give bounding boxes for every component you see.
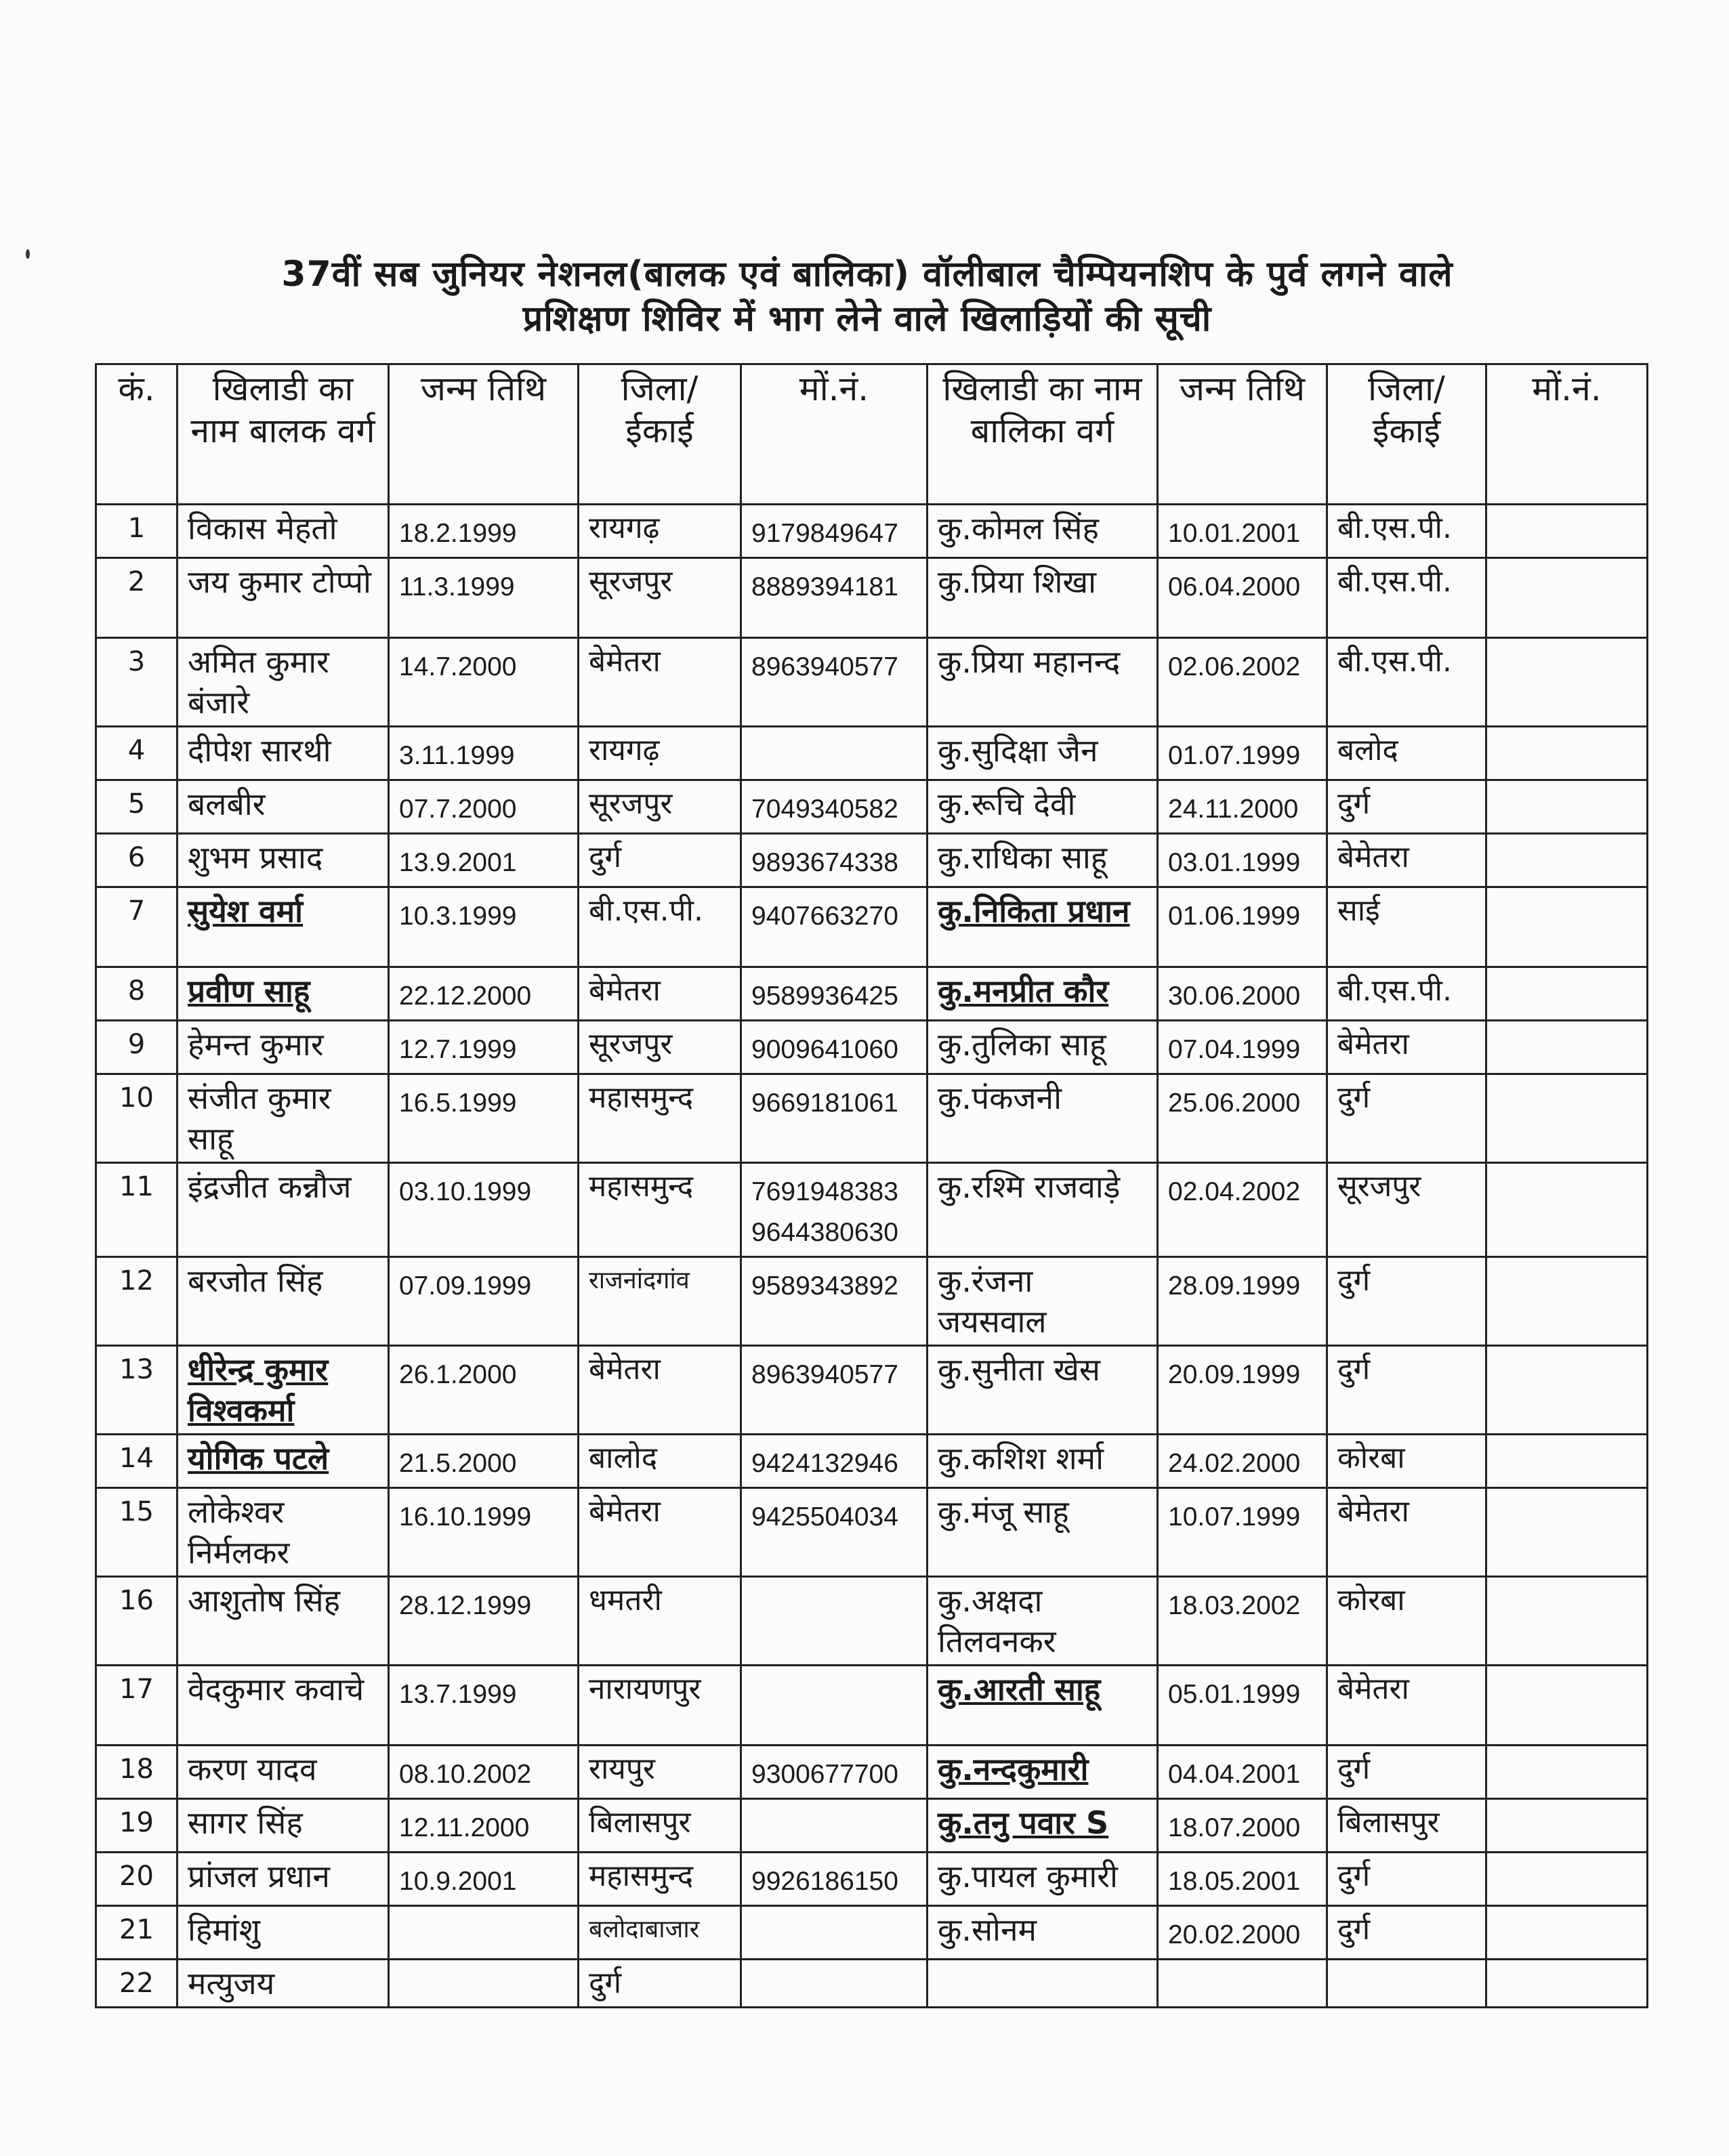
girl-district: दुर्ग <box>1327 1746 1486 1799</box>
boy-dob: 14.7.2000 <box>389 638 579 727</box>
girl-dob: 10.01.2001 <box>1158 505 1327 558</box>
row-sr: 9 <box>96 1021 178 1074</box>
boy-name: सुयेश वर्मा <box>178 887 389 967</box>
boy-district: राजनांदगांव <box>579 1257 741 1346</box>
boy-mobile: 9425504034 <box>741 1488 928 1577</box>
scan-speck <box>26 249 30 259</box>
boy-mobile: 8963940577 <box>741 1346 928 1435</box>
boy-name: बलबीर <box>178 780 389 834</box>
table-row <box>96 558 1648 638</box>
boy-name: प्रवीण साहू <box>178 967 389 1021</box>
girl-mobile <box>1486 1906 1648 1960</box>
boy-district: महासमुन्द <box>579 1163 741 1257</box>
row-sr: 15 <box>96 1488 178 1577</box>
row-sr: 3 <box>96 638 178 727</box>
girl-dob: 05.01.1999 <box>1158 1666 1327 1746</box>
boy-mobile: 9893674338 <box>741 834 928 887</box>
girl-name: कु.अक्षदा तिलवनकर <box>928 1577 1158 1666</box>
boy-name: अमित कुमार बंजारे <box>178 638 389 727</box>
boy-mobile <box>741 1577 928 1666</box>
girl-name: कु.निकिता प्रधान <box>928 887 1158 967</box>
header-girl-name: खिलाडी का नाम बालिका वर्ग <box>928 364 1158 505</box>
boy-name: विकास मेहतो <box>178 505 389 558</box>
boy-district: बेमेतरा <box>579 1488 741 1577</box>
girl-district: कोरबा <box>1327 1577 1486 1666</box>
girl-dob: 25.06.2000 <box>1158 1074 1327 1163</box>
table-row <box>96 1577 1648 1666</box>
girl-dob: 10.07.1999 <box>1158 1488 1327 1577</box>
boy-dob: 03.10.1999 <box>389 1163 579 1257</box>
row-sr: 10 <box>96 1074 178 1163</box>
girl-mobile <box>1486 887 1648 967</box>
row-sr: 11 <box>96 1163 178 1257</box>
girl-dob: 04.04.2001 <box>1158 1746 1327 1799</box>
boy-dob: 21.5.2000 <box>389 1435 579 1488</box>
boy-dob: 12.11.2000 <box>389 1799 579 1853</box>
boy-district: बलोदाबाजार <box>579 1906 741 1960</box>
girl-district: बेमेतरा <box>1327 1488 1486 1577</box>
boy-district: बेमेतरा <box>579 967 741 1021</box>
girl-district: दुर्ग <box>1327 1906 1486 1960</box>
girl-name: कु.नन्दकुमारी <box>928 1746 1158 1799</box>
table-body <box>96 505 1648 2008</box>
girl-name: कु.तुलिका साहू <box>928 1021 1158 1074</box>
girl-mobile <box>1486 1074 1648 1163</box>
table-row <box>96 1746 1648 1799</box>
header-boy-mobile: मों.नं. <box>741 364 928 505</box>
boy-district: रायगढ़ <box>579 505 741 558</box>
boy-district: रायपुर <box>579 1746 741 1799</box>
table-row <box>96 1074 1648 1163</box>
boy-mobile: 9407663270 <box>741 887 928 967</box>
girl-dob: 24.11.2000 <box>1158 780 1327 834</box>
girl-name: कु.रश्मि राजवाड़े <box>928 1163 1158 1257</box>
boy-name: हेमन्त कुमार <box>178 1021 389 1074</box>
row-sr: 21 <box>96 1906 178 1960</box>
girl-dob: 20.09.1999 <box>1158 1346 1327 1435</box>
girl-dob: 30.06.2000 <box>1158 967 1327 1021</box>
girl-name: कु.प्रिया शिखा <box>928 558 1158 638</box>
boy-name: जय कुमार टोप्पो <box>178 558 389 638</box>
row-sr: 8 <box>96 967 178 1021</box>
boy-name: प्रांजल प्रधान <box>178 1853 389 1906</box>
table-row <box>96 638 1648 727</box>
girl-district: बी.एस.पी. <box>1327 638 1486 727</box>
row-sr: 5 <box>96 780 178 834</box>
row-sr: 2 <box>96 558 178 638</box>
boy-name: धीरेन्द्र कुमार विश्वकर्मा <box>178 1346 389 1435</box>
girl-mobile <box>1486 1853 1648 1906</box>
boy-name: बरजोत सिंह <box>178 1257 389 1346</box>
boy-district: महासमुन्द <box>579 1853 741 1906</box>
boy-district: धमतरी <box>579 1577 741 1666</box>
table-row <box>96 1435 1648 1488</box>
boy-mobile: 8889394181 <box>741 558 928 638</box>
boy-dob: 13.7.1999 <box>389 1666 579 1746</box>
girl-mobile <box>1486 1577 1648 1666</box>
row-sr: 12 <box>96 1257 178 1346</box>
girl-district: बी.एस.पी. <box>1327 967 1486 1021</box>
boy-mobile: 8963940577 <box>741 638 928 727</box>
boy-dob: 07.7.2000 <box>389 780 579 834</box>
row-sr: 17 <box>96 1666 178 1746</box>
boy-name: योगिक पटले <box>178 1435 389 1488</box>
row-sr: 4 <box>96 727 178 780</box>
boy-mobile: 7691948383 9644380630 <box>741 1163 928 1257</box>
header-boy-dob: जन्म तिथि <box>389 364 579 505</box>
header-boy-district: जिला/ ईकाई <box>579 364 741 505</box>
girl-dob: 24.02.2000 <box>1158 1435 1327 1488</box>
boy-district: रायगढ़ <box>579 727 741 780</box>
row-sr: 20 <box>96 1853 178 1906</box>
boy-dob <box>389 1960 579 2008</box>
boy-name: लोकेश्वर निर्मलकर <box>178 1488 389 1577</box>
table-row <box>96 1257 1648 1346</box>
row-sr: 1 <box>96 505 178 558</box>
boy-dob: 11.3.1999 <box>389 558 579 638</box>
girl-name: कु.मनप्रीत कौर <box>928 967 1158 1021</box>
girl-mobile <box>1486 1799 1648 1853</box>
boy-name: करण यादव <box>178 1746 389 1799</box>
table-row <box>96 887 1648 967</box>
boy-mobile: 9300677700 <box>741 1746 928 1799</box>
girl-mobile <box>1486 1435 1648 1488</box>
girl-mobile <box>1486 1257 1648 1346</box>
boy-dob: 10.9.2001 <box>389 1853 579 1906</box>
header-girl-mobile: मों.नं. <box>1486 364 1648 505</box>
boy-dob: 26.1.2000 <box>389 1346 579 1435</box>
girl-mobile <box>1486 727 1648 780</box>
girl-district: साई <box>1327 887 1486 967</box>
girl-name: कु.रंजना जयसवाल <box>928 1257 1158 1346</box>
boy-district: बालोद <box>579 1435 741 1488</box>
girl-name: कु.आरती साहू <box>928 1666 1158 1746</box>
table-row <box>96 780 1648 834</box>
boy-mobile: 9424132946 <box>741 1435 928 1488</box>
girl-name: कु.पंकजनी <box>928 1074 1158 1163</box>
boy-name: शुभम प्रसाद <box>178 834 389 887</box>
boy-mobile: 7049340582 <box>741 780 928 834</box>
boy-mobile: 9669181061 <box>741 1074 928 1163</box>
girl-name: कु.राधिका साहू <box>928 834 1158 887</box>
girl-mobile <box>1486 967 1648 1021</box>
table-row <box>96 1021 1648 1074</box>
row-sr: 22 <box>96 1960 178 2008</box>
girl-district: दुर्ग <box>1327 780 1486 834</box>
boy-district: सूरजपुर <box>579 780 741 834</box>
header-girl-district: जिला/ ईकाई <box>1327 364 1486 505</box>
girl-district: दुर्ग <box>1327 1346 1486 1435</box>
girl-mobile <box>1486 834 1648 887</box>
girl-district: बेमेतरा <box>1327 1666 1486 1746</box>
boy-district: सूरजपुर <box>579 1021 741 1074</box>
table-row <box>96 1666 1648 1746</box>
boy-dob: 10.3.1999 <box>389 887 579 967</box>
row-sr: 19 <box>96 1799 178 1853</box>
boy-name: आशुतोष सिंह <box>178 1577 389 1666</box>
girl-name: कु.सोनम <box>928 1906 1158 1960</box>
girl-name <box>928 1960 1158 2008</box>
girl-name: कु.मंजू साहू <box>928 1488 1158 1577</box>
girl-name: कु.कोमल सिंह <box>928 505 1158 558</box>
girl-mobile <box>1486 1021 1648 1074</box>
girl-mobile <box>1486 1960 1648 2008</box>
row-sr: 13 <box>96 1346 178 1435</box>
boy-mobile: 9589936425 <box>741 967 928 1021</box>
title-line-1: 37वीं सब जुनियर नेशनल(बालक एवं बालिका) वॉलीबाल चैम्पियनशिप के पुर्व लगने वाले <box>281 254 1453 295</box>
header-row <box>96 364 1648 505</box>
boy-mobile <box>741 1960 928 2008</box>
table-row <box>96 834 1648 887</box>
girl-mobile <box>1486 1163 1648 1257</box>
boy-dob: 12.7.1999 <box>389 1021 579 1074</box>
table-row <box>96 505 1648 558</box>
girl-mobile <box>1486 1346 1648 1435</box>
girl-name: कु.सुदिक्षा जैन <box>928 727 1158 780</box>
boy-dob: 08.10.2002 <box>389 1746 579 1799</box>
boy-mobile: 9589343892 <box>741 1257 928 1346</box>
row-sr: 16 <box>96 1577 178 1666</box>
girl-dob: 01.07.1999 <box>1158 727 1327 780</box>
boy-district: सूरजपुर <box>579 558 741 638</box>
boy-mobile <box>741 727 928 780</box>
girl-district: दुर्ग <box>1327 1853 1486 1906</box>
girl-dob: 18.03.2002 <box>1158 1577 1327 1666</box>
title-line-2: प्रशिक्षण शिविर में भाग लेने वाले खिलाड़ियों की सूची <box>522 299 1212 339</box>
girl-dob: 18.07.2000 <box>1158 1799 1327 1853</box>
boy-name: वेदकुमार कवाचे <box>178 1666 389 1746</box>
girl-name: कु.पायल कुमारी <box>928 1853 1158 1906</box>
girl-name: कु.प्रिया महानन्द <box>928 638 1158 727</box>
boy-mobile: 9179849647 <box>741 505 928 558</box>
boy-dob: 16.5.1999 <box>389 1074 579 1163</box>
page-title <box>122 252 1612 341</box>
boy-district: नारायणपुर <box>579 1666 741 1746</box>
header-sr: कं. <box>96 364 178 505</box>
girl-district: दुर्ग <box>1327 1257 1486 1346</box>
girl-mobile <box>1486 638 1648 727</box>
girl-district: बी.एस.पी. <box>1327 505 1486 558</box>
girl-mobile <box>1486 1746 1648 1799</box>
girl-dob: 06.04.2000 <box>1158 558 1327 638</box>
boy-district: बिलासपुर <box>579 1799 741 1853</box>
girl-district: सूरजपुर <box>1327 1163 1486 1257</box>
girl-dob: 07.04.1999 <box>1158 1021 1327 1074</box>
boy-mobile <box>741 1666 928 1746</box>
boy-district: बेमेतरा <box>579 638 741 727</box>
girl-dob: 20.02.2000 <box>1158 1906 1327 1960</box>
girl-name: कु.सुनीता खेस <box>928 1346 1158 1435</box>
boy-dob: 13.9.2001 <box>389 834 579 887</box>
girl-dob: 02.04.2002 <box>1158 1163 1327 1257</box>
girl-dob: 03.01.1999 <box>1158 834 1327 887</box>
row-sr: 6 <box>96 834 178 887</box>
girl-dob: 02.06.2002 <box>1158 638 1327 727</box>
boy-dob: 22.12.2000 <box>389 967 579 1021</box>
boy-dob: 07.09.1999 <box>389 1257 579 1346</box>
boy-name: दीपेश सारथी <box>178 727 389 780</box>
girl-district: बी.एस.पी. <box>1327 558 1486 638</box>
girl-district: दुर्ग <box>1327 1074 1486 1163</box>
girl-dob: 01.06.1999 <box>1158 887 1327 967</box>
boy-mobile: 9009641060 <box>741 1021 928 1074</box>
boy-name: सागर सिंह <box>178 1799 389 1853</box>
boy-district: बेमेतरा <box>579 1346 741 1435</box>
row-sr: 7 <box>96 887 178 967</box>
boy-dob: 18.2.1999 <box>389 505 579 558</box>
girl-district: बेमेतरा <box>1327 1021 1486 1074</box>
boy-dob: 16.10.1999 <box>389 1488 579 1577</box>
row-sr: 14 <box>96 1435 178 1488</box>
girl-dob: 18.05.2001 <box>1158 1853 1327 1906</box>
row-sr: 18 <box>96 1746 178 1799</box>
boy-dob: 28.12.1999 <box>389 1577 579 1666</box>
header-girl-dob: जन्म तिथि <box>1158 364 1327 505</box>
participants-table <box>95 363 1648 2008</box>
girl-district: कोरबा <box>1327 1435 1486 1488</box>
header-boy-name: खिलाडी का नाम बालक वर्ग <box>178 364 389 505</box>
boy-dob: 3.11.1999 <box>389 727 579 780</box>
girl-district: बेमेतरा <box>1327 834 1486 887</box>
girl-mobile <box>1486 1666 1648 1746</box>
boy-mobile <box>741 1906 928 1960</box>
table-row <box>96 1346 1648 1435</box>
table-row <box>96 1488 1648 1577</box>
boy-district: दुर्ग <box>579 1960 741 2008</box>
table-row <box>96 1853 1648 1906</box>
girl-dob <box>1158 1960 1327 2008</box>
boy-name: हिमांशु <box>178 1906 389 1960</box>
girl-dob: 28.09.1999 <box>1158 1257 1327 1346</box>
girl-mobile <box>1486 1488 1648 1577</box>
table-row <box>96 1163 1648 1257</box>
boy-name: संजीत कुमार साहू <box>178 1074 389 1163</box>
boy-district: बी.एस.पी. <box>579 887 741 967</box>
boy-dob <box>389 1906 579 1960</box>
boy-district: दुर्ग <box>579 834 741 887</box>
table-row <box>96 727 1648 780</box>
girl-mobile <box>1486 558 1648 638</box>
girl-name: कु.कशिश शर्मा <box>928 1435 1158 1488</box>
table-row <box>96 1960 1648 2008</box>
boy-name: मत्युजय <box>178 1960 389 2008</box>
boy-name: इंद्रजीत कन्नौज <box>178 1163 389 1257</box>
table-row <box>96 967 1648 1021</box>
girl-district: बिलासपुर <box>1327 1799 1486 1853</box>
girl-mobile <box>1486 780 1648 834</box>
girl-district <box>1327 1960 1486 2008</box>
boy-mobile <box>741 1799 928 1853</box>
girl-district: बलोद <box>1327 727 1486 780</box>
boy-district: महासमुन्द <box>579 1074 741 1163</box>
girl-mobile <box>1486 505 1648 558</box>
girl-name: कु.रूचि देवी <box>928 780 1158 834</box>
table-row <box>96 1906 1648 1960</box>
boy-mobile: 9926186150 <box>741 1853 928 1906</box>
table-row <box>96 1799 1648 1853</box>
girl-name: कु.तनु पवार S <box>928 1799 1158 1853</box>
